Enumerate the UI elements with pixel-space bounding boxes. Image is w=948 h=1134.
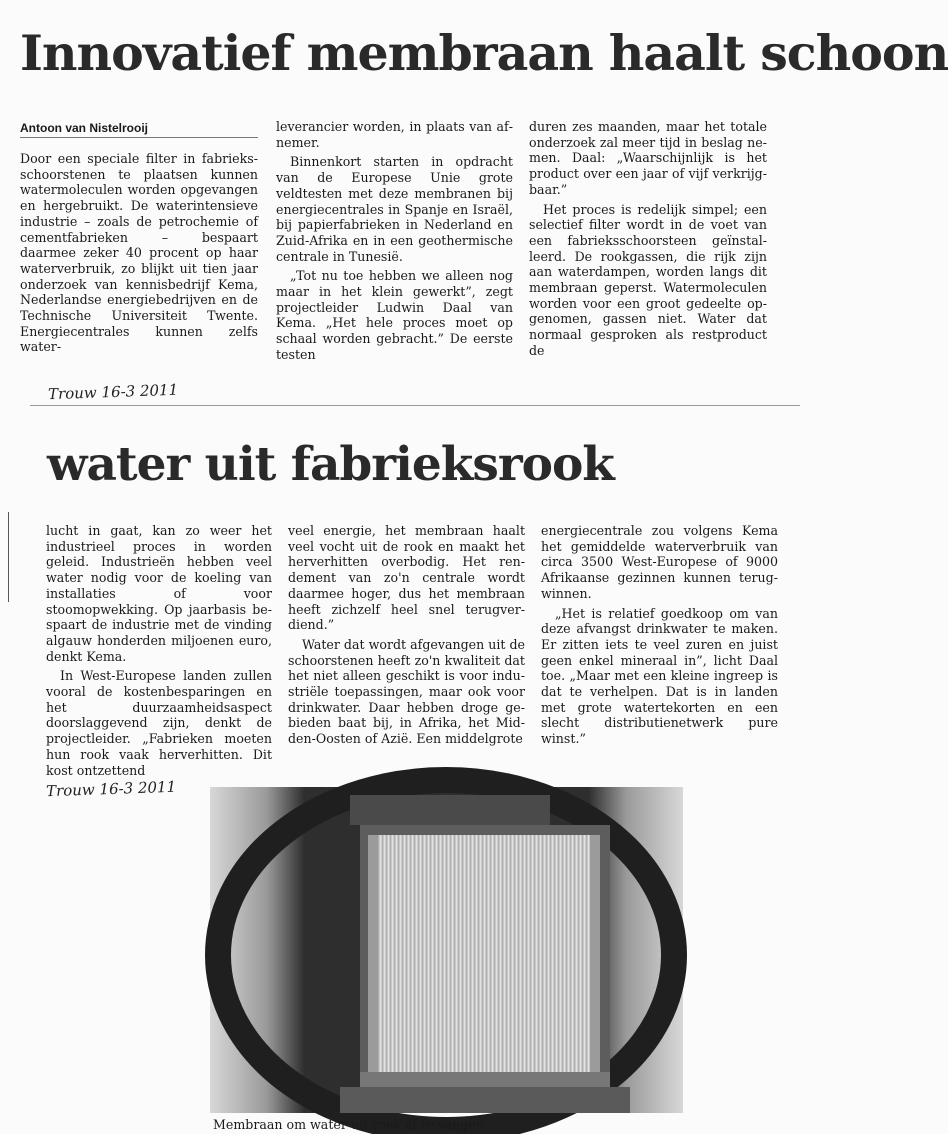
bottom-column-2	[288, 523, 525, 763]
top-column-2	[276, 119, 513, 362]
headline-top: Innovatief membraan haalt schoon	[20, 24, 948, 82]
paragraph: leverancier worden, in plaats van afnemer.	[276, 119, 513, 150]
bottom-column-1	[46, 523, 272, 778]
paragraph: Door een speciale filter in fabrieksschoorstenen te plaatsen kunnen watermoleculen worden opgevangen en hergebruikt. De waterintensieve industrie – zoals de petrochemie of cementfabrieken – bespaart daarmee zeker 40 procent op haar waterverbruik, zo blijkt uit tien jaar onderzoek van kennisbedrijf Kema, Nederlandse energiebedrijven en de Technische Universiteit Twente. Energiecentrales kunnen zelfs water-	[20, 151, 258, 355]
paragraph: Het proces is redelijk simpel; een selectief filter wordt in de voet van een fabrieksschoorsteen geïnstalleerd. De rookgassen, die rijk zijn aan waterdampen, worden langs dit membraan geperst. Watermoleculen worden voor een groot gedeelte opgenomen, gassen niet. Water dat normaal gesproken als restproduct de	[529, 201, 767, 358]
membrane-photo	[210, 787, 683, 1113]
byline-rule	[20, 137, 258, 138]
paragraph: Water dat wordt afgevangen uit de schoorstenen heeft zo'n kwaliteit dat het niet alleen geschikt is voor industriële toepassingen, maar ook voor drinkwater. Daar hebben droge gebieden baat bij, in Afrika, het Midden-Oosten of Azië. Een middelgrote	[288, 636, 525, 747]
byline: Antoon van Nistelrooij	[20, 121, 149, 135]
handwritten-date-note: Trouw 16-3 2011	[45, 777, 177, 801]
handwritten-date-note: Trouw 16-3 2011	[47, 380, 179, 404]
clipping-edge	[30, 405, 800, 406]
paragraph: In West-Europese landen zullen vooral de kostenbesparingen en het duurzaamheidsaspect doorslaggevend zijn, denkt de projectleider. „Fabrieken moeten hun rook vaak herverhitten. Dit kost ontzettend	[46, 668, 272, 778]
membrane-illustration	[210, 787, 683, 1113]
paragraph: „Het is relatief goedkoop om van deze afvangst drinkwater te maken. Er zitten iets te veel zuren en juist geen enkel mineraal in”, licht Daal toe. „Maar met een kleine ingreep is dat te verhelpen. Dat is in landen met grote watertekorten en een slecht distributienetwerk pure winst.”	[541, 605, 778, 747]
paragraph: duren zes maanden, maar het totale onderzoek zal meer tijd in beslag nemen. Daal: „Waarschijnlijk is het product over een jaar of vijf verkrijgbaar.”	[529, 119, 767, 197]
top-column-3	[529, 119, 767, 358]
paragraph: Binnenkort starten in opdracht van de Europese Unie grote veldtesten met deze membranen bij energiecentrales in Spanje en Israël, bij papierfabrieken in Nederland en Zuid-Afrika en in een geothermische centrale in Tunesië.	[276, 154, 513, 264]
paragraph: energiecentrale zou volgens Kema het gemiddelde waterverbruik van circa 3500 West-Europese of 9000 Afrikaanse gezinnen kunnen terugwinnen.	[541, 523, 778, 601]
paragraph: veel energie, het membraan haalt veel vocht uit de rook en maakt het herverhitten overbodig. Het rendement van zo'n centrale wordt daarmee hoger, dus het membraan heeft zichzelf heel snel terugverdiend.”	[288, 523, 525, 633]
clipping-edge-mark	[8, 512, 9, 602]
paragraph: lucht in gaat, kan zo weer het industrieel proces in worden geleid. Industrieën hebben veel water nodig voor de koeling van installaties of voor stoomopwekking. Op jaarbasis bespaart de industrie met de vinding algauw honderden miljoenen euro, denkt Kema.	[46, 523, 272, 664]
top-column-1	[20, 151, 258, 353]
photo-caption: Membraan om water uit rook af te vangen.	[213, 1117, 488, 1132]
bottom-column-3	[541, 523, 778, 763]
paragraph: „Tot nu toe hebben we alleen nog maar in het klein gewerkt”, zegt projectleider Ludwin Daal van Kema. „Het hele proces moet op schaal worden gebracht.” De eerste testen	[276, 268, 513, 362]
headline-bottom: water uit fabrieksrook	[47, 437, 614, 492]
